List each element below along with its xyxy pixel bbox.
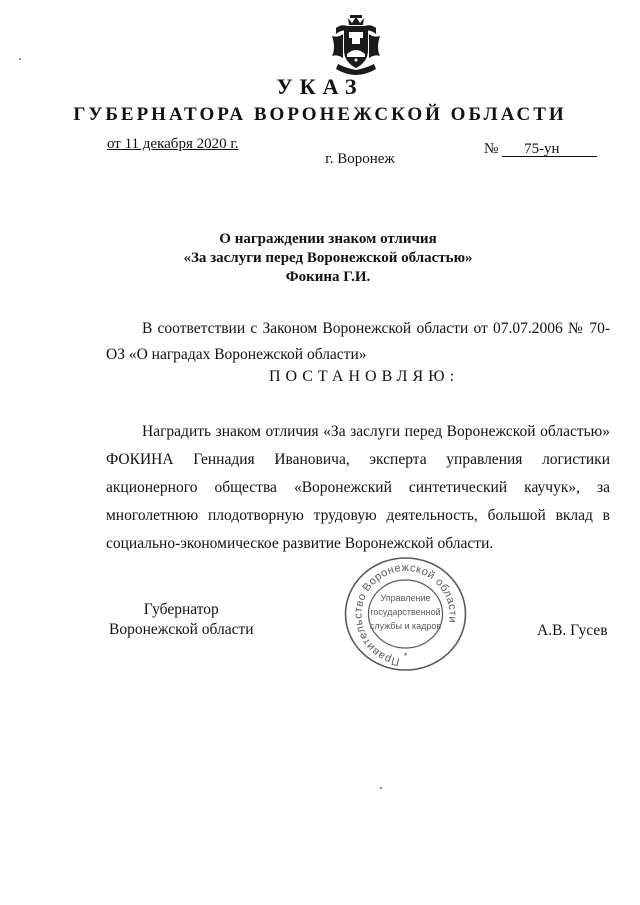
subject-line-2: «За заслуги перед Воронежской областью» [183, 250, 473, 266]
subject-line-1: О награждении знаком отличия [219, 231, 437, 247]
coat-of-arms-icon [330, 14, 382, 76]
stamp-line-2: государственной [370, 607, 441, 617]
official-stamp [343, 555, 468, 673]
stamp-line-1: Управление [380, 593, 431, 603]
document-city: г. Воронеж [325, 151, 395, 167]
preamble-paragraph: В соответствии с Законом Воронежской области от 07.07.2006 № 70-ОЗ «О наградах Воронежской области» [106, 320, 610, 363]
stamp-line-3: службы и кадров [369, 621, 442, 631]
number-sign: № [484, 141, 499, 157]
signer-position-line-1: Губернатор [143, 601, 219, 618]
issuer-title: ГУБЕРНАТОРА ВОРОНЕЖСКОЙ ОБЛАСТИ [73, 104, 567, 125]
decree-heading: ПОСТАНОВЛЯЮ: [268, 368, 460, 385]
stamp-star-icon: * [403, 651, 408, 661]
stamp-ring-text: Правительство Воронежской области [352, 561, 459, 668]
scan-speck [380, 787, 382, 789]
document-subject [0, 230, 640, 287]
scan-speck [19, 58, 21, 60]
signer-position [109, 600, 254, 640]
document-type-title: УКАЗ [276, 74, 364, 99]
signer-name: А.В. Гусев [537, 622, 608, 639]
subject-line-3: Фокина Г.И. [285, 269, 371, 285]
document-date: от 11 декабря 2020 г. [107, 136, 239, 152]
signer-position-line-2: Воронежской области [109, 621, 254, 638]
number-value: 75-ун [502, 142, 597, 157]
decree-body-paragraph: Наградить знаком отличия «За заслуги перед Воронежской областью» ФОКИНА Геннадия Ивановича, эксперта управления логистики акционерного общества «Воронежский синтетический каучук», за многолетнюю плодотворную трудовую деятельность, большой вклад в социально-экономическое развитие Воронежской области. [106, 423, 610, 552]
